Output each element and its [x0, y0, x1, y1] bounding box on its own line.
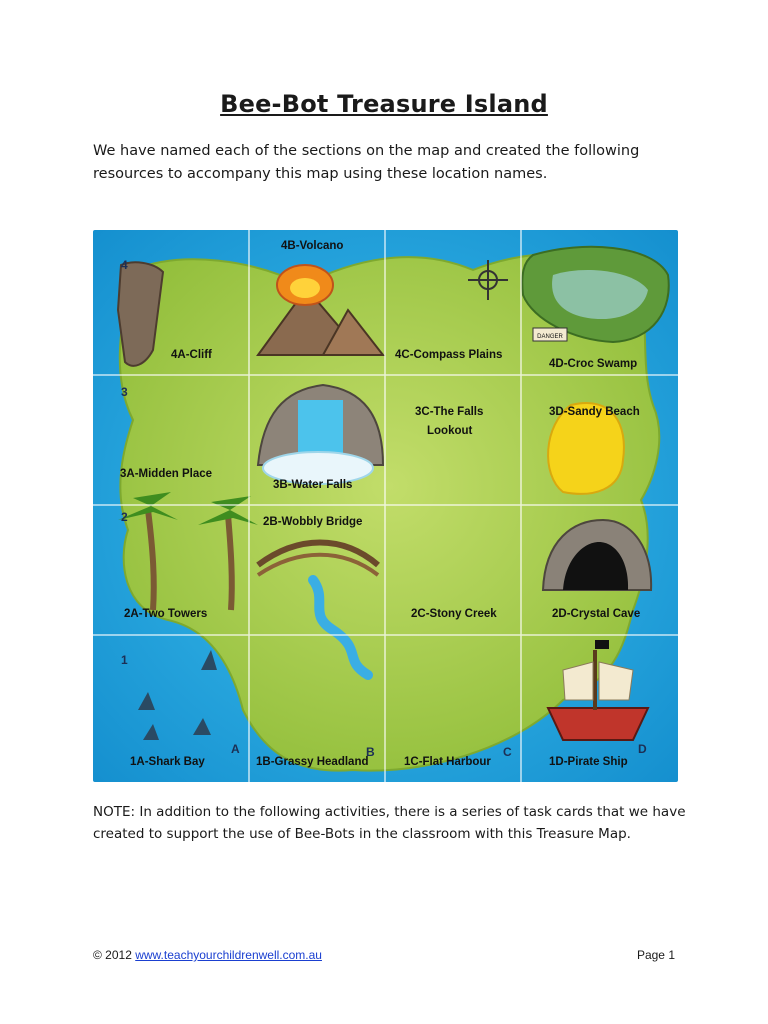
copyright-text: © 2012	[93, 948, 132, 962]
label-1d-pirate-ship: 1D-Pirate Ship	[549, 756, 628, 768]
danger-sign-text: DANGER	[537, 334, 563, 340]
label-2a-two-towers: 2A-Two Towers	[124, 608, 208, 620]
footer-copyright	[93, 948, 322, 962]
note-paragraph: NOTE: In addition to the following activities, there is a series of task cards that we have created to support the use of Bee-Bots in the classroom with this Treasure Map.	[93, 804, 686, 842]
row-mark-3: 3	[121, 385, 128, 399]
danger-sign	[533, 328, 567, 341]
label-3c-falls-lookout-line1: 3C-The Falls	[415, 406, 484, 418]
label-2c-stony-creek: 2C-Stony Creek	[411, 608, 497, 620]
label-3d-sandy-beach: 3D-Sandy Beach	[549, 406, 640, 418]
label-4a-cliff: 4A-Cliff	[171, 349, 212, 361]
treasure-map	[93, 230, 678, 782]
label-1b-grassy-headland: 1B-Grassy Headland	[256, 756, 369, 768]
label-1a-shark-bay: 1A-Shark Bay	[130, 756, 205, 768]
row-mark-1: 1	[121, 653, 128, 667]
col-mark-a: A	[231, 742, 240, 756]
page-title: Bee-Bot Treasure Island	[220, 90, 548, 118]
label-1c-flat-harbour: 1C-Flat Harbour	[404, 756, 491, 768]
col-mark-b: B	[366, 745, 375, 759]
row-mark-4: 4	[121, 258, 128, 272]
col-mark-d: D	[638, 742, 647, 756]
label-3c-falls-lookout-line2: Lookout	[427, 425, 473, 437]
label-3b-water-falls: 3B-Water Falls	[273, 479, 353, 491]
label-4c-compass-plains: 4C-Compass Plains	[395, 349, 503, 361]
label-2b-wobbly-bridge: 2B-Wobbly Bridge	[263, 516, 363, 528]
label-4b-volcano: 4B-Volcano	[281, 240, 344, 252]
page-number: Page 1	[636, 948, 675, 962]
row-mark-2: 2	[121, 510, 128, 524]
intro-paragraph: We have named each of the sections on the map and created the following resources to accompany this map using these location names.	[93, 143, 640, 182]
col-mark-c: C	[503, 745, 512, 759]
label-3a-midden-place: 3A-Midden Place	[120, 468, 213, 480]
website-link[interactable]: www.teachyourchildrenwell.com.au	[135, 948, 322, 962]
label-4d-croc-swamp: 4D-Croc Swamp	[549, 358, 638, 370]
map-illustration	[93, 230, 678, 782]
label-2d-crystal-cave: 2D-Crystal Cave	[552, 608, 641, 620]
